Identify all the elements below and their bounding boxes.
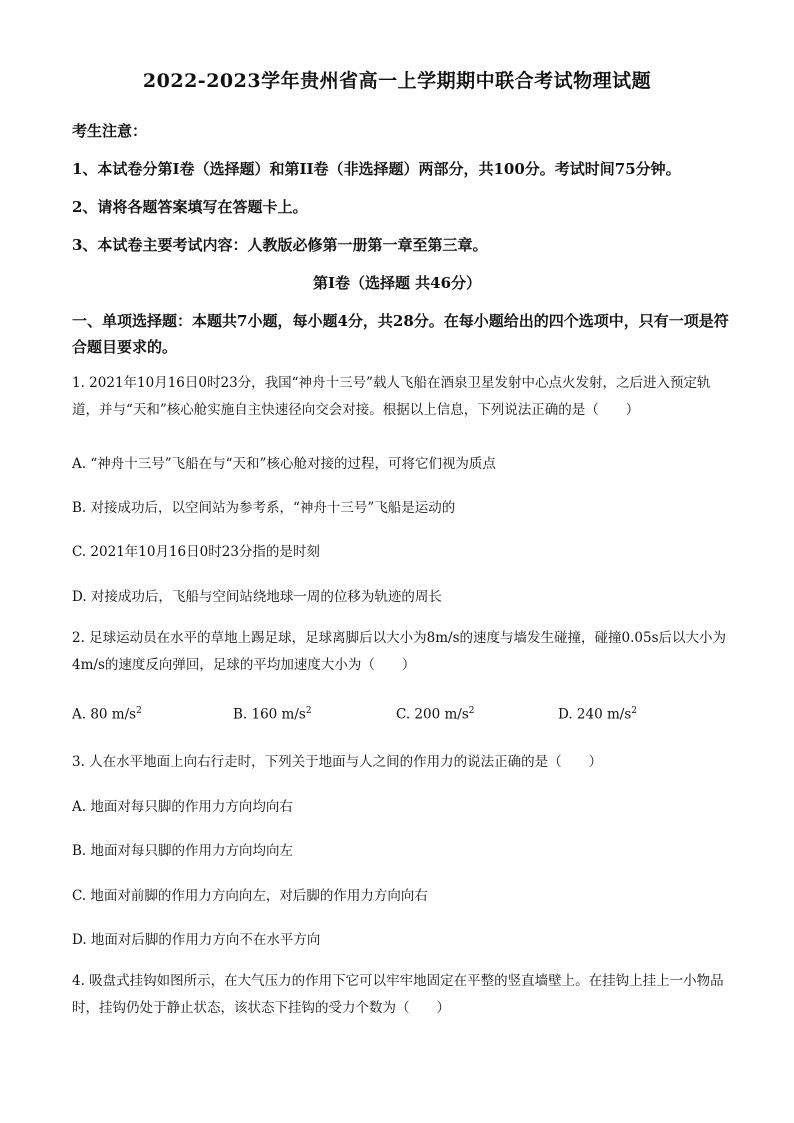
question-4-stem: 4. 吸盘式挂钩如图所示，在大气压力的作用下它可以牢牢地固定在平整的竖直墙壁上。在挂钩上挂上一小物品时，挂钩仍处于静止状态，该状态下挂钩的受力个数为（ ） (72, 973, 724, 1016)
question-1-option-b: B. 对接成功后，以空间站为参考系，“神舟十三号”飞船是运动的 (72, 500, 456, 516)
question-3-option-b: B. 地面对每只脚的作用力方向均向左 (72, 843, 294, 859)
notice-item: 1、本试卷分第I卷（选择题）和第II卷（非选择题）两部分，共100分。考试时间75分钟。 (72, 160, 681, 178)
section-heading: 一、单项选择题：本题共7小题，每小题4分，共28分。在每小题给出的四个选项中，只有一项是符合题目要求的。 (72, 312, 729, 356)
question-2-option-a: A. 80 $m/s^2$ (72, 706, 142, 723)
question-1-stem: 1. 2021年10月16日0时23分，我国“神舟十三号”载人飞船在酒泉卫星发射中心点火发射，之后进入预定轨道，并与“天和”核心舱实施自主快速径向交会对接。根据以上信息，下列说法正确的是（ ） (72, 375, 711, 418)
question-2-stem: 2. 足球运动员在水平的草地上踢足球，足球离脚后以大小为8m/s的速度与墙发生碰撞，碰撞0.05s后以大小为4m/s的速度反向弹回，足球的平均加速度大小为（ ） (72, 630, 727, 673)
exam-title: 2022-2023学年贵州省高一上学期期中联合考试物理试题 (142, 70, 652, 92)
notice-item: 2、请将各题答案填写在答题卡上。 (72, 198, 308, 216)
question-3-option-c: C. 地面对前脚的作用力方向向左，对后脚的作用力方向向右 (72, 888, 428, 904)
question-1-option-c: C. 2021年10月16日0时23分指的是时刻 (72, 544, 320, 560)
question-2-option-c: C. 200 $m/s^2$ (396, 706, 475, 723)
notice-heading: 考生注意： (72, 122, 148, 140)
notice-item: 3、本试卷主要考试内容：人教版必修第一册第一章至第三章。 (72, 236, 488, 254)
question-1-option-d: D. 对接成功后，飞船与空间站绕地球一周的位移为轨迹的周长 (72, 589, 442, 605)
question-3-option-a: A. 地面对每只脚的作用力方向均向右 (72, 799, 293, 815)
question-1-option-a: A. “神舟十三号”飞船在与“天和”核心舱对接的过程，可将它们视为质点 (72, 456, 496, 472)
question-3-option-d: D. 地面对后脚的作用力方向不在水平方向 (72, 932, 321, 948)
question-2-option-d: D. 240 $m/s^2$ (558, 706, 637, 723)
section-title: 第I卷（选择题 共46分） (312, 274, 482, 292)
question-2-option-b: B. 160 $m/s^2$ (233, 706, 312, 723)
question-3-stem: 3. 人在水平地面上向右行走时，下列关于地面与人之间的作用力的说法正确的是（ ） (72, 754, 603, 770)
